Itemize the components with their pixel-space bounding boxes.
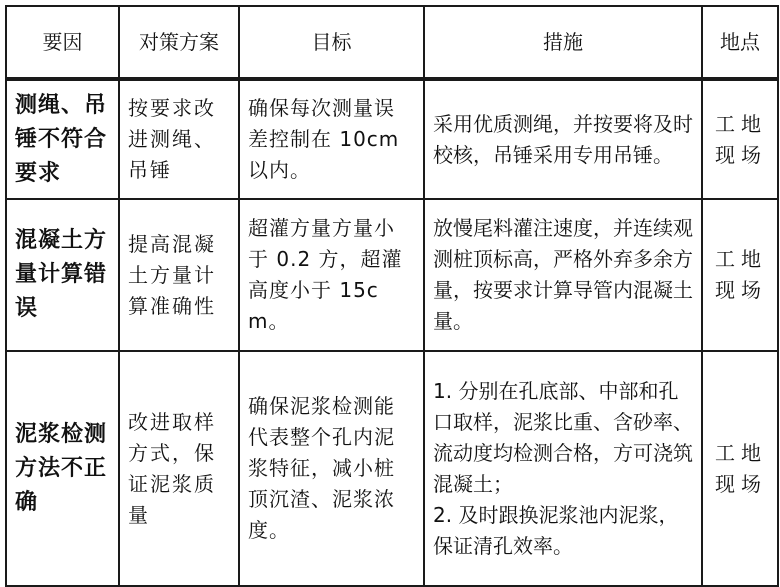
factor-cell: 测绳、吊锤不符合要求 (6, 79, 119, 199)
plan-cell: 按要求改进测绳、吊锤 (119, 79, 239, 199)
factor-cell: 泥浆检测方法不正确 (6, 351, 119, 586)
header-measures: 措施 (424, 6, 702, 79)
table-row (6, 351, 778, 586)
table-header-row (6, 6, 778, 79)
header-plan: 对策方案 (119, 6, 239, 79)
header-factor: 要因 (6, 6, 119, 79)
place-cell: 工地现场 (702, 199, 778, 351)
measures-cell (424, 351, 702, 586)
factor-cell: 混凝土方量计算错误 (6, 199, 119, 351)
goal-cell: 确保每次测量误差控制在 10cm 以内。 (239, 79, 424, 199)
goal-cell: 确保泥浆检测能代表整个孔内泥浆特征，减小桩顶沉渣、泥浆浓度。 (239, 351, 424, 586)
table-row (6, 79, 778, 199)
table-row (6, 199, 778, 351)
place-cell: 工地现场 (702, 79, 778, 199)
plan-cell: 提高混凝土方量计算准确性 (119, 199, 239, 351)
countermeasure-table (5, 5, 779, 587)
measure-item: 2. 及时跟换泥浆池内泥浆，保证清孔效率。 (433, 502, 679, 558)
measures-cell: 放慢尾料灌注速度，并连续观测桩顶标高，严格外弃多余方量，按要求计算导管内混凝土量。 (424, 199, 702, 351)
place-cell: 工地现场 (702, 351, 778, 586)
header-place: 地点 (702, 6, 778, 79)
goal-cell: 超灌方量方量小于 0.2 方，超灌高度小于 15cm。 (239, 199, 424, 351)
plan-cell: 改进取样方式，保证泥浆质量 (119, 351, 239, 586)
header-goal: 目标 (239, 6, 424, 79)
measures-cell: 采用优质测绳，并按要将及时校核，吊锤采用专用吊锤。 (424, 79, 702, 199)
measure-item: 1. 分别在孔底部、中部和孔口取样，泥浆比重、含砂率、流动度均检测合格，方可浇筑混凝土； (433, 378, 693, 496)
